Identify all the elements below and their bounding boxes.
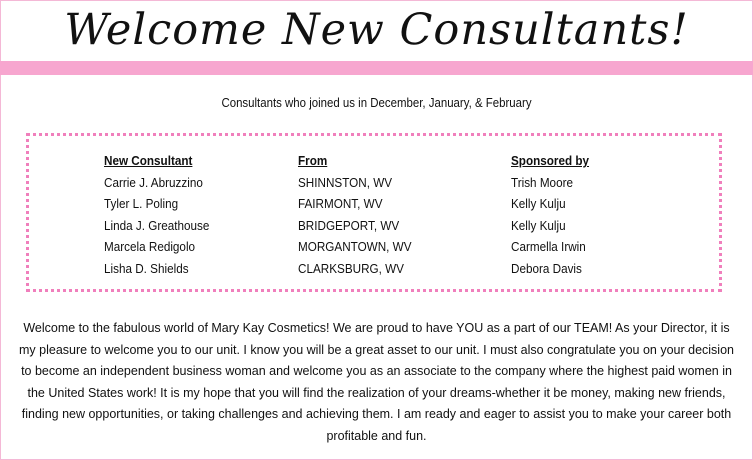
consultant-name: Tyler L. Poling [104,196,179,211]
consultant-name: Lisha D. Shields [104,260,189,276]
page-title: Welcome New Consultants! [64,5,689,55]
column-header-from: From [298,153,328,168]
consultant-sponsor-column [511,150,589,279]
pink-divider-band [0,61,753,75]
consultant-location: MORGANTOWN, WV [298,239,412,254]
consultant-sponsor: Trish Moore [511,174,573,190]
subtitle: Consultants who joined us in December, January, & February [221,95,532,110]
consultant-name-column [104,150,209,279]
consultant-name: Marcela Redigolo [104,239,196,254]
consultant-name: Carrie J. Abruzzino [104,174,203,190]
consultant-sponsor: Kelly Kulju [511,217,566,233]
column-header-new-consultant: New Consultant [104,153,193,168]
consultant-from-column [298,150,412,279]
consultant-sponsor: Debora Davis [511,260,582,276]
consultant-location: SHINNSTON, WV [298,174,393,190]
consultant-sponsor: Carmella Irwin [511,239,586,254]
welcome-paragraph: Welcome to the fabulous world of Mary Kay Cosmetics! We are proud to have YOU as a part of our TEAM! As your Director, it is my pleasure to welcome you to our unit. I know you will be a great asset to our unit. I must also congratulate you on your decision to become an independent business woman and welcome you as an associate to the company where the highest paid women in the United States work! It is my hope that you will find the realization of your dreams-whether it be money, making new friends, finding new opportunities, or taking challenges and achieving them. I am ready and eager to assist you to make your career both profitable and fun. [19,321,734,443]
consultant-sponsor: Kelly Kulju [511,196,566,211]
consultant-location: BRIDGEPORT, WV [298,217,400,233]
consultant-location: FAIRMONT, WV [298,196,383,211]
consultant-name: Linda J. Greathouse [104,217,210,233]
column-header-sponsored-by: Sponsored by [511,153,590,168]
consultant-location: CLARKSBURG, WV [298,260,404,276]
